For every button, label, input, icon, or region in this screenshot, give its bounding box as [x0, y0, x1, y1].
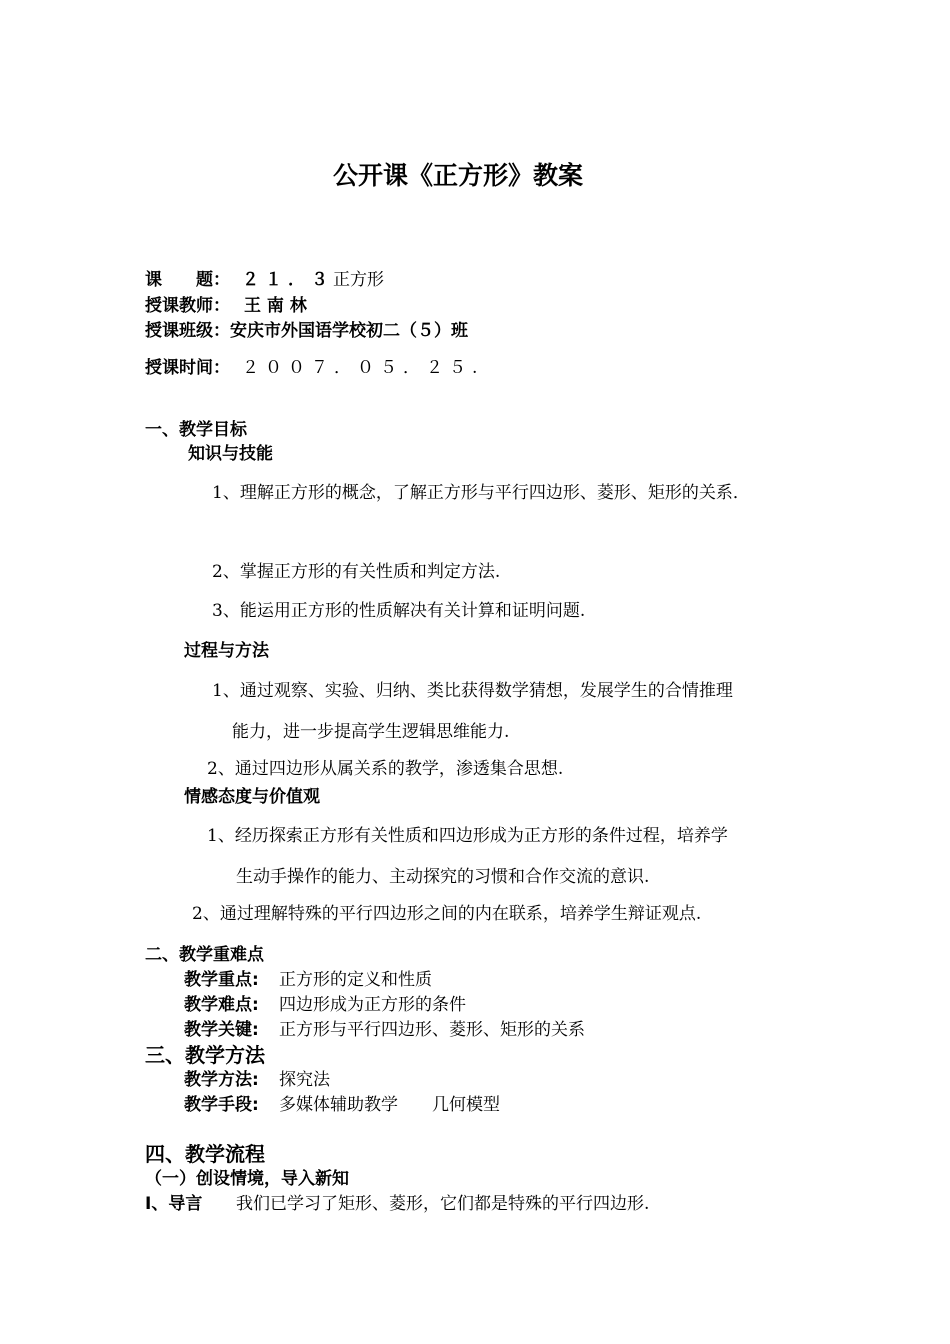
knowledge-heading: 知识与技能	[188, 444, 273, 464]
sub-section-1-heading: （一）创设情境，导入新知	[145, 1169, 349, 1189]
time-label: 授课时间：	[145, 358, 230, 378]
knowledge-item-3: 3、能运用正方形的性质解决有关计算和证明问题.	[212, 601, 586, 621]
section-1-heading: 一、教学目标	[145, 420, 247, 440]
topic-label: 课 题：	[145, 270, 230, 290]
emotion-item-1-line-2: 生动手操作的能力、主动探究的习惯和合作交流的意识.	[236, 867, 650, 887]
class-value: 安庆市外国语学校初二（５）班	[230, 321, 468, 341]
topic-name: 正方形	[333, 270, 384, 290]
process-heading: 过程与方法	[184, 641, 269, 661]
method-label: 教学方法:	[184, 1070, 259, 1090]
method-value: 探究法	[279, 1070, 330, 1090]
focus-value: 正方形的定义和性质	[279, 970, 432, 990]
focus-label: 教学重点:	[184, 970, 259, 990]
key-value: 正方形与平行四边形、菱形、矩形的关系	[279, 1020, 585, 1040]
intro-label: Ⅰ、导言	[145, 1194, 203, 1214]
topic-number: ２１．３	[242, 270, 334, 290]
difficulty-label: 教学难点:	[184, 995, 259, 1015]
knowledge-item-1: 1、理解正方形的概念，了解正方形与平行四边形、菱形、矩形的关系．	[212, 483, 750, 503]
section-4-heading: 四、教学流程	[145, 1142, 265, 1166]
process-item-2: 2、通过四边形从属关系的教学，渗透集合思想.	[207, 759, 564, 779]
difficulty-value: 四边形成为正方形的条件	[279, 995, 466, 1015]
key-label: 教学关键:	[184, 1020, 259, 1040]
time-value: ２００７．０５．２５.	[242, 358, 484, 378]
knowledge-item-2: 2、掌握正方形的有关性质和判定方法.	[212, 562, 501, 582]
teacher-name: 王 南 林	[244, 296, 307, 316]
teacher-label: 授课教师：	[145, 296, 230, 316]
process-item-1-line-2: 能力，进一步提高学生逻辑思维能力.	[232, 722, 510, 742]
class-label: 授课班级：	[145, 321, 230, 341]
emotion-item-1-line-1: 1、经历探索正方形有关性质和四边形成为正方形的条件过程，培养学	[207, 826, 728, 846]
intro-text: 我们已学习了矩形、菱形，它们都是特殊的平行四边形.	[236, 1194, 650, 1214]
emotion-item-2: 2、通过理解特殊的平行四边形之间的内在联系，培养学生辩证观点.	[192, 904, 702, 924]
means-value: 多媒体辅助教学 几何模型	[279, 1095, 500, 1115]
page-title: 公开课《正方形》教案	[333, 161, 584, 190]
process-item-1-line-1: 1、通过观察、实验、归纳、类比获得数学猜想，发展学生的合情推理	[212, 681, 733, 701]
section-3-heading: 三、教学方法	[145, 1043, 265, 1067]
means-label: 教学手段:	[184, 1095, 259, 1115]
section-2-heading: 二、教学重难点	[145, 945, 264, 965]
emotion-heading: 情感态度与价值观	[184, 787, 320, 807]
